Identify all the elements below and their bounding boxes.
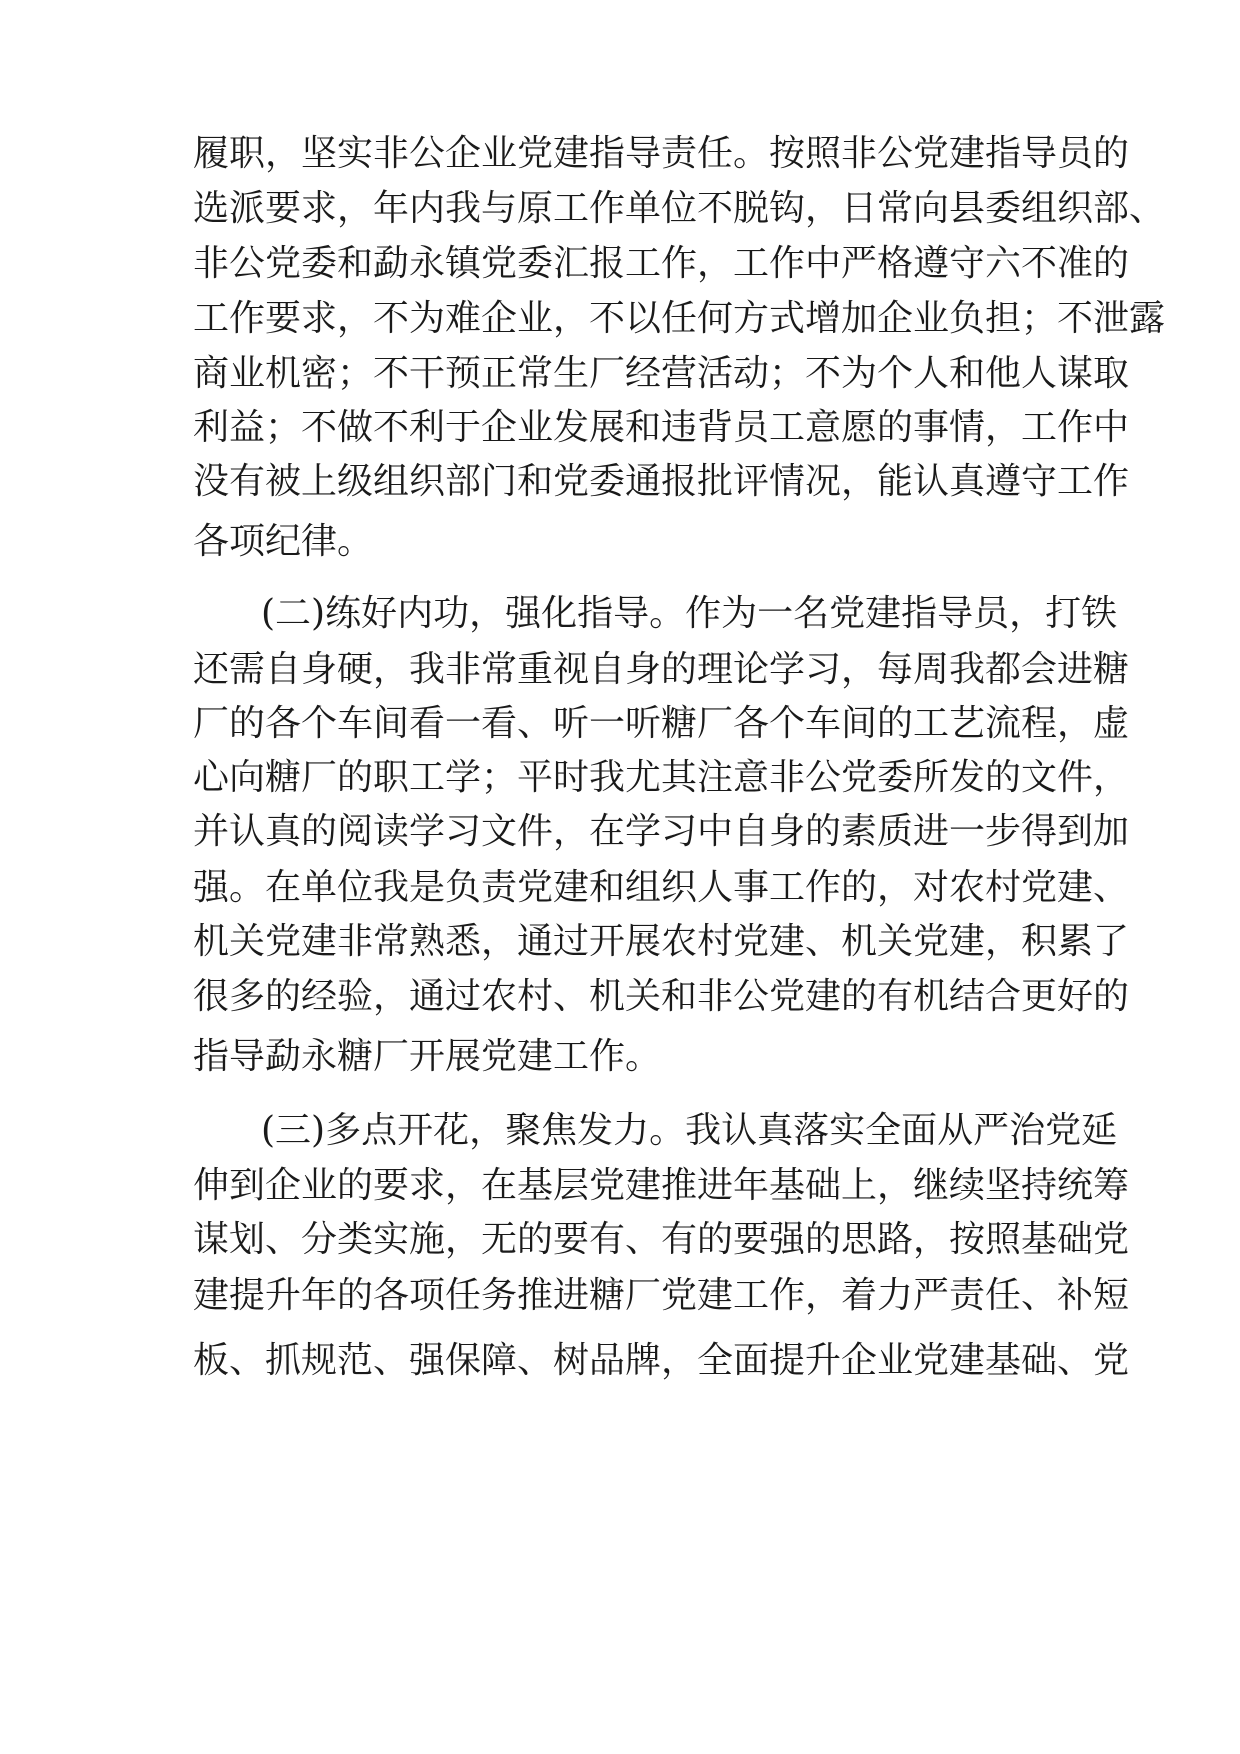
text-line: 建提升年的各项任务推进糖厂党建工作，着力严责任、补短 xyxy=(193,1275,1130,1316)
text-line: 指导勐永糖厂开展党建工作。 xyxy=(193,1036,662,1077)
paragraph-heading-line: (二)练好内功，强化指导。作为一名党建指导员，打铁 xyxy=(261,593,1118,634)
text-line: 板、抓规范、强保障、树品牌，全面提升企业党建基础、党 xyxy=(193,1340,1130,1381)
text-line: 机关党建非常熟悉，通过开展农村党建、机关党建，积累了 xyxy=(193,921,1130,962)
text-line: 谋划、分类实施，无的要有、有的要强的思路，按照基础党 xyxy=(193,1219,1130,1260)
text-line: 工作要求，不为难企业，不以任何方式增加企业负担；不泄露 xyxy=(193,298,1166,339)
text-line: 没有被上级组织部门和党委通报批评情况，能认真遵守工作 xyxy=(193,461,1130,502)
text-line: 非公党委和勐永镇党委汇报工作，工作中严格遵守六不准的 xyxy=(193,243,1130,284)
text-line: 伸到企业的要求，在基层党建推进年基础上，继续坚持统筹 xyxy=(193,1165,1130,1206)
text-line: 厂的各个车间看一看、听一听糖厂各个车间的工艺流程，虚 xyxy=(193,703,1130,744)
text-line: 各项纪律。 xyxy=(193,521,374,562)
text-line: 并认真的阅读学习文件，在学习中自身的素质进一步得到加 xyxy=(193,811,1130,852)
text-line: 商业机密；不干预正常生厂经营活动；不为个人和他人谋取 xyxy=(193,353,1130,394)
paragraph-heading-line: (三)多点开花，聚焦发力。我认真落实全面从严治党延 xyxy=(261,1110,1118,1151)
text-line: 选派要求，年内我与原工作单位不脱钩，日常向县委组织部、 xyxy=(193,188,1166,229)
text-line: 很多的经验，通过农村、机关和非公党建的有机结合更好的 xyxy=(193,976,1130,1017)
text-line: 利益；不做不利于企业发展和违背员工意愿的事情，工作中 xyxy=(193,407,1130,448)
text-line: 心向糖厂的职工学；平时我尤其注意非公党委所发的文件， xyxy=(193,757,1130,798)
text-line: 履职，坚实非公企业党建指导责任。按照非公党建指导员的 xyxy=(193,133,1130,174)
text-line: 还需自身硬，我非常重视自身的理论学习，每周我都会进糖 xyxy=(193,649,1130,690)
text-line: 强。在单位我是负责党建和组织人事工作的，对农村党建、 xyxy=(193,867,1130,908)
